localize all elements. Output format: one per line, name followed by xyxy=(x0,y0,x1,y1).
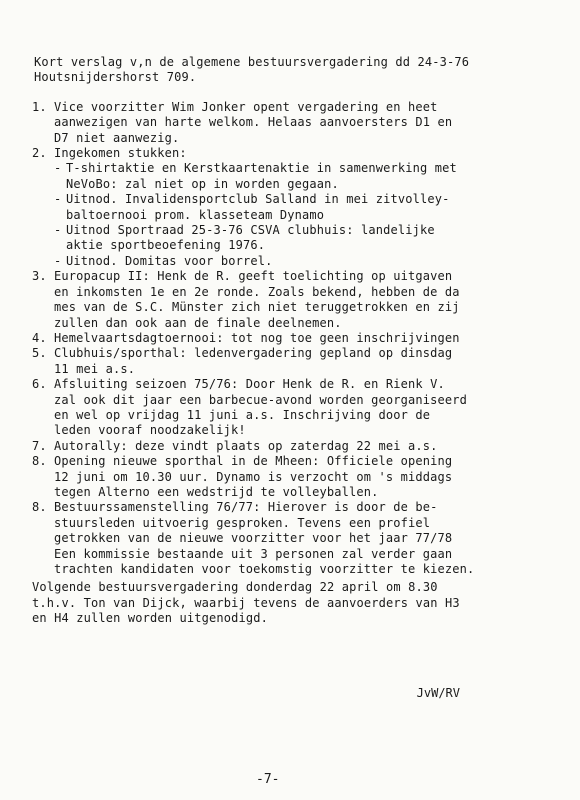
sub-item-line: Uitnod. Invalidensportclub Salland in mei zitvolley- xyxy=(66,192,450,207)
closing-paragraph xyxy=(32,580,562,626)
document-title xyxy=(34,55,562,86)
item-line: D7 niet aanwezig. xyxy=(54,130,180,145)
item-number: 5. xyxy=(32,346,47,361)
item-line: Hemelvaartsdagtoernooi: tot nog toe geen inschrijvingen xyxy=(54,330,460,345)
item-number: 2. xyxy=(32,146,47,161)
item-line: leden vooraf noodzakelijk! xyxy=(54,423,246,438)
item-line: aanwezigen van harte welkom. Helaas aanvoersters D1 en xyxy=(54,115,453,130)
item-number: 7. xyxy=(32,438,47,453)
agenda-item xyxy=(32,377,562,439)
closing-line: t.h.v. Ton van Dijck, waarbij tevens de aanvoerders van H3 xyxy=(32,595,460,610)
sub-item xyxy=(54,192,562,223)
sub-item-text xyxy=(66,161,457,192)
item-number: 8. xyxy=(32,500,47,515)
sub-item xyxy=(54,161,562,192)
item-line: Autorally: deze vindt plaats op zaterdag 22 mei a.s. xyxy=(54,438,438,453)
item-line: en inkomsten 1e en 2e ronde. Zoals bekend, hebben de da xyxy=(54,284,460,299)
item-line: 11 mei a.s. xyxy=(54,361,136,376)
sub-item-text xyxy=(66,254,273,269)
agenda-item xyxy=(32,269,562,331)
item-number: 3. xyxy=(32,269,47,284)
sub-item-line: Uitnod Sportraad 25-3-76 CSVA clubhuis: landelijke xyxy=(66,223,435,238)
item-line: Afsluiting seizoen 75/76: Door Henk de R. en Rienk V. xyxy=(54,377,445,392)
item-line: zullen dan ook aan de finale deelnemen. xyxy=(54,315,342,330)
item-text xyxy=(54,346,562,377)
sub-item-line: baltoernooi prom. klasseteam Dynamo xyxy=(66,207,325,222)
sub-item xyxy=(54,223,562,254)
agenda-item xyxy=(32,500,562,577)
item-line: en wel op vrijdag 11 juni a.s. Inschrijving door de xyxy=(54,407,431,422)
item-text xyxy=(54,377,562,439)
closing-line: Volgende bestuursvergadering donderdag 22 april om 8.30 xyxy=(32,580,438,595)
sub-item-line: T-shirtaktie en Kerstkaartenaktie in samenwerking met xyxy=(66,161,457,176)
agenda-item xyxy=(32,146,562,269)
item-number: 4. xyxy=(32,330,47,345)
item-text xyxy=(54,146,562,269)
item-line: getrokken van de nieuwe voorzitter voor het jaar 77/78 xyxy=(54,531,453,546)
item-line: Europacup II: Henk de R. geeft toelichting op uitgaven xyxy=(54,269,453,284)
sub-item-line: aktie sportbeoefening 1976. xyxy=(66,238,266,253)
item-number: 6. xyxy=(32,377,47,392)
sub-item-line: Uitnod. Domitas voor borrel. xyxy=(66,253,273,268)
item-line: zal ook dit jaar een barbecue-avond worden georganiseerd xyxy=(54,392,467,407)
agenda-item xyxy=(32,331,562,346)
agenda-item xyxy=(32,454,562,500)
item-line: Clubhuis/sporthal: ledenvergadering gepland op dinsdag xyxy=(54,346,453,361)
item-line: Vice voorzitter Wim Jonker opent vergadering en heet xyxy=(54,99,438,114)
document-body xyxy=(32,55,562,627)
agenda-item xyxy=(32,100,562,146)
sub-item-dash: - xyxy=(54,253,62,268)
item-line: tegen Alterno een wedstrijd te volleyballen. xyxy=(54,484,379,499)
item-line: Ingekomen stukken: xyxy=(54,146,187,161)
title-line: Houtsnijdershorst 709. xyxy=(34,70,197,85)
item-text xyxy=(54,269,562,331)
sub-item-text xyxy=(66,223,435,254)
sub-item-dash: - xyxy=(54,192,62,207)
agenda-items xyxy=(32,100,562,578)
sub-item-line: NeVoBo: zal niet op in worden gegaan. xyxy=(66,176,339,191)
sub-item xyxy=(54,254,562,269)
item-text xyxy=(54,331,562,346)
item-number: 1. xyxy=(32,99,47,114)
item-line: Bestuurssamenstelling 76/77: Hierover is door de be- xyxy=(54,500,438,515)
signature-initials: JvW/RV xyxy=(416,686,460,700)
item-text xyxy=(54,100,562,146)
page-number: -7- xyxy=(256,772,280,787)
item-text xyxy=(54,500,562,577)
item-text xyxy=(54,454,562,500)
agenda-item xyxy=(32,346,562,377)
item-line: mes van de S.C. Münster zich niet teruggetrokken en zij xyxy=(54,300,460,315)
sub-item-dash: - xyxy=(54,161,62,176)
title-line: Kort verslag v,n de algemene bestuursvergadering dd 24-3-76 xyxy=(34,55,470,69)
item-text xyxy=(54,439,562,454)
agenda-item xyxy=(32,439,562,454)
item-number: 8. xyxy=(32,454,47,469)
item-line: trachten kandidaten voor toekomstig voorzitter te kiezen. xyxy=(54,562,475,576)
sub-item-dash: - xyxy=(54,223,62,238)
sub-item-text xyxy=(66,192,449,223)
item-line: Opening nieuwe sporthal in de Mheen: Officiele opening xyxy=(54,454,453,469)
item-line: stuursleden uitvoerig gesproken. Tevens een profiel xyxy=(54,515,431,530)
item-line: Een kommissie bestaande uit 3 personen zal verder gaan xyxy=(54,546,453,561)
item-line: 12 juni om 10.30 uur. Dynamo is verzocht om 's middags xyxy=(54,469,453,484)
closing-line: en H4 zullen worden uitgenodigd. xyxy=(32,611,268,626)
